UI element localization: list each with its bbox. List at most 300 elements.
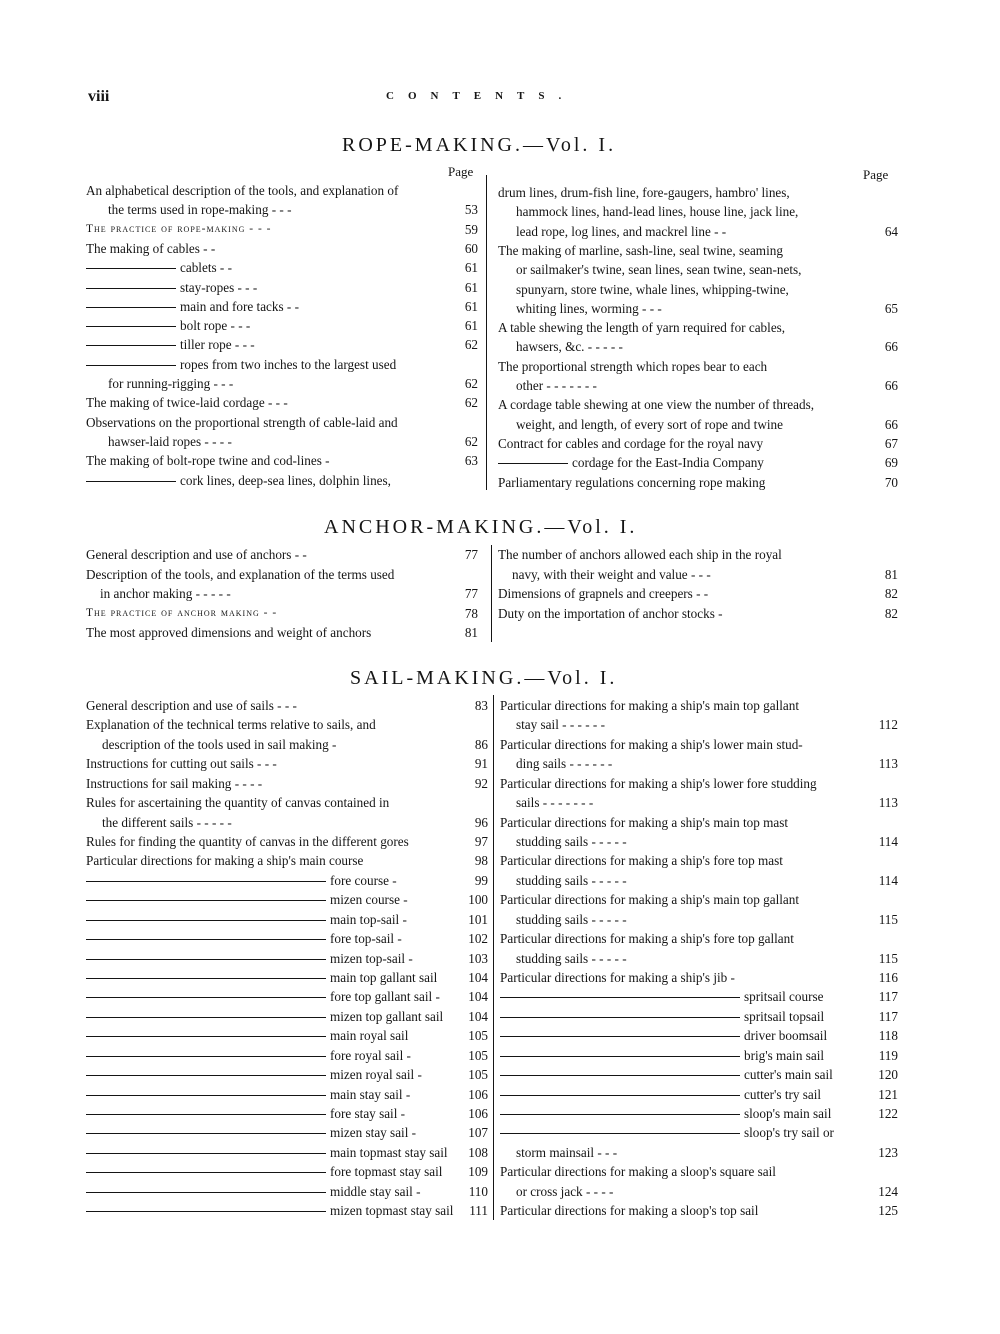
contents-entry: [86, 623, 478, 643]
page-number: 104: [468, 970, 488, 986]
page-number: 110: [468, 1183, 488, 1199]
entry-text: mizen top gallant sail: [330, 1008, 444, 1024]
contents-entry: [500, 754, 898, 774]
entry-text: Particular directions for making a ship's fore top gallant: [500, 931, 794, 947]
page-number: 62: [464, 433, 478, 449]
contents-entry: [500, 1123, 908, 1143]
page-number: 108: [468, 1144, 488, 1160]
entry-text: Observations on the proportional strength of cable-laid and: [86, 414, 398, 430]
entry-text: cablets - -: [180, 260, 232, 276]
page-number: 98: [474, 853, 488, 869]
page-number: 70: [884, 474, 898, 490]
entry-text: sails - - - - - - -: [516, 795, 594, 811]
contents-entry: [498, 584, 898, 604]
ditto-rule: [500, 1075, 740, 1076]
entry-text: Duty on the importation of anchor stocks -: [498, 605, 723, 621]
entry-text: studding sails - - - - -: [516, 834, 627, 849]
ditto-rule: [86, 1056, 326, 1057]
entry-text: The making of bolt-rope twine and cod-lines -: [86, 453, 330, 469]
ditto-rule: [86, 881, 326, 882]
entry-text: Particular directions for making a ship's main top gallant: [500, 698, 800, 713]
contents-entry: [500, 1046, 898, 1066]
ditto-rule: [86, 997, 326, 998]
page-number: 77: [464, 586, 478, 602]
entry-text: Particular directions for making a ship's main top gallant: [500, 892, 800, 908]
entry-text: mizen royal sail -: [330, 1067, 422, 1083]
entry-text: Particular directions for making a ship's fore top mast: [500, 853, 783, 869]
contents-entry: [500, 949, 898, 969]
contents-entry: [86, 471, 484, 491]
page-number: 92: [474, 775, 488, 791]
entry-text: for running-rigging - - -: [108, 376, 234, 391]
page-number: 82: [884, 586, 898, 602]
entry-text: Particular directions for making a ship's jib -: [500, 970, 735, 986]
contents-entry: [86, 1085, 488, 1105]
entry-text: spunyarn, store twine, whale lines, whipping-twine,: [516, 281, 789, 297]
entry-text: the terms used in rope-making - - -: [108, 202, 292, 218]
contents-entry: [498, 604, 898, 624]
entry-text: studding sails - - - - -: [516, 872, 627, 888]
contents-entry: [86, 374, 478, 394]
contents-entry: [498, 434, 898, 454]
entry-text: Particular directions for making a sloop's top sail: [500, 1203, 759, 1219]
contents-entry: [86, 968, 488, 988]
contents-entry: [500, 851, 908, 871]
entry-text: weight, and length, of every sort of rope and twine: [516, 416, 783, 432]
entry-text: stay-ropes - - -: [180, 279, 258, 295]
entry-text: lead rope, log lines, and mackrel line - -: [516, 223, 727, 239]
contents-entry: [86, 297, 478, 317]
page-number: 53: [464, 202, 478, 218]
page-number: 67: [884, 435, 898, 451]
contents-entry: [86, 793, 486, 813]
entry-text: whiting lines, worming - - -: [516, 300, 662, 316]
page-number: 103: [468, 950, 488, 966]
page-column-label-left: Page: [448, 164, 474, 179]
contents-entry: [86, 929, 488, 949]
entry-text: driver boomsail: [744, 1028, 828, 1044]
page-number: 113: [878, 756, 898, 772]
page-number: 60: [464, 240, 478, 256]
ditto-rule: [86, 900, 326, 901]
entry-text: or sailmaker's twine, sean lines, sean twine, sean-nets,: [516, 262, 802, 278]
contents-entry: [500, 832, 898, 852]
contents-entry: [86, 696, 488, 716]
entry-text: cutter's main sail: [744, 1067, 833, 1083]
entry-text: main topmast stay sail: [330, 1144, 448, 1160]
entry-text: Instructions for cutting out sails - - -: [86, 756, 277, 772]
entry-text: cordage for the East-India Company: [572, 455, 764, 471]
entry-text: studding sails - - - - -: [516, 911, 627, 927]
contents-entry: [500, 1201, 898, 1221]
contents-entry: [498, 183, 908, 203]
ditto-rule: [86, 1114, 326, 1115]
page-number: 91: [474, 756, 488, 772]
contents-entry: [500, 1007, 898, 1027]
ditto-rule: [86, 1075, 326, 1076]
page-number: 61: [464, 318, 478, 334]
page-number: 102: [468, 931, 488, 947]
entry-text: the different sails - - - - -: [102, 814, 232, 830]
page-number: 69: [884, 455, 898, 471]
running-title: CONTENTS.: [386, 90, 576, 102]
contents-entry: [498, 280, 908, 300]
entry-text: middle stay sail -: [330, 1183, 421, 1199]
contents-entry: [86, 1007, 488, 1027]
page-number: 66: [884, 378, 898, 393]
ditto-rule: [500, 1133, 740, 1134]
entry-text: The practice of rope-making - - -: [86, 222, 272, 235]
page-column-label-right: Page: [863, 167, 889, 182]
page-number: 112: [878, 717, 898, 733]
entry-text: spritsail topsail: [744, 1008, 825, 1024]
contents-entry: [500, 910, 898, 930]
contents-entry: [498, 545, 908, 565]
entry-text: or cross jack - - - -: [516, 1183, 614, 1199]
page-number: 114: [878, 834, 898, 849]
entry-text: mizen top-sail -: [330, 950, 413, 966]
entry-text: Explanation of the technical terms relative to sails, and: [86, 717, 376, 733]
contents-entry: [500, 715, 898, 735]
entry-text: A cordage table shewing at one view the number of threads,: [498, 397, 815, 413]
entry-text: brig's main sail: [744, 1047, 825, 1063]
entry-text: Rules for finding the quantity of canvas in the different gores: [86, 834, 409, 849]
contents-entry: [86, 1201, 488, 1221]
ditto-rule: [86, 307, 176, 308]
contents-entry: [86, 545, 478, 565]
page-number: 82: [884, 605, 898, 621]
entry-text: The making of cables - -: [86, 240, 216, 256]
page-number: 105: [468, 1067, 488, 1083]
page-number: 63: [464, 453, 478, 469]
entry-text: cutter's try sail: [744, 1086, 822, 1102]
contents-entry: [498, 318, 908, 338]
ditto-rule: [86, 978, 326, 979]
ditto-rule: [500, 1017, 740, 1018]
entry-text: fore top-sail -: [330, 931, 402, 947]
contents-entry: [86, 278, 478, 298]
page-number: 125: [878, 1203, 898, 1219]
page-number: 106: [468, 1106, 488, 1122]
ditto-rule: [86, 939, 326, 940]
contents-entry: [86, 1123, 488, 1143]
entry-text: fore topmast stay sail: [330, 1164, 443, 1180]
contents-entry: [86, 316, 478, 336]
contents-entry: [500, 1182, 898, 1202]
ditto-rule: [86, 1153, 326, 1154]
contents-entry: [500, 871, 898, 891]
entry-text: Dimensions of grapnels and creepers - -: [498, 586, 709, 602]
entry-text: mizen topmast stay sail: [330, 1203, 454, 1219]
ditto-rule: [86, 1133, 326, 1134]
page-number: 64: [884, 223, 898, 239]
contents-entry: [86, 1162, 488, 1182]
entry-text: sloop's try sail or: [744, 1125, 834, 1141]
entry-text: The number of anchors allowed each ship in the royal: [498, 547, 782, 562]
entry-text: sloop's main sail: [744, 1106, 832, 1122]
page-number: 104: [468, 989, 488, 1005]
ditto-rule: [86, 365, 176, 366]
contents-entry: [500, 890, 908, 910]
contents-entry: [86, 413, 484, 433]
contents-entry: [86, 715, 486, 735]
contents-entry: [500, 696, 908, 716]
contents-entry: [86, 1065, 488, 1085]
contents-entry: [86, 1143, 488, 1163]
contents-entry: [86, 258, 478, 278]
contents-entry: [86, 1104, 488, 1124]
page-number: 81: [464, 625, 478, 641]
page-number: 61: [464, 279, 478, 295]
contents-entry: [498, 376, 898, 396]
page-number: 104: [468, 1008, 488, 1024]
entry-text: General description and use of sails - - -: [86, 698, 297, 713]
entry-text: The proportional strength which ropes bear to each: [498, 358, 768, 374]
page-folio: viii: [88, 88, 110, 105]
page-number: 120: [878, 1067, 898, 1083]
column-divider: [491, 545, 492, 642]
entry-text: main stay sail -: [330, 1086, 411, 1102]
contents-entry: [498, 241, 908, 261]
entry-text: General description and use of anchors - -: [86, 547, 307, 562]
contents-entry: [498, 357, 908, 377]
page-number: 62: [464, 337, 478, 353]
contents-entry: [86, 949, 488, 969]
entry-text: other - - - - - - -: [516, 378, 597, 393]
section-heading-anchor-making: ANCHOR-MAKING.—Vol. I.: [324, 516, 638, 538]
contents-entry: [86, 1046, 488, 1066]
entry-text: description of the tools used in sail making -: [102, 736, 337, 752]
contents-entry: [86, 355, 484, 375]
entry-text: drum lines, drum-fish line, fore-gaugers, hambro' lines,: [498, 185, 790, 200]
contents-entry: [500, 813, 908, 833]
contents-entry: [86, 584, 478, 604]
contents-entry: [498, 337, 898, 357]
contents-entry: [500, 1065, 898, 1085]
contents-entry: [86, 813, 488, 833]
contents-entry: [498, 222, 898, 242]
contents-entry: [86, 451, 478, 471]
contents-entry: [500, 1026, 898, 1046]
ditto-rule: [86, 1192, 326, 1193]
contents-entry: [86, 871, 488, 891]
contents-entry: [86, 774, 488, 794]
page-number: 61: [464, 260, 478, 276]
page-number: 96: [474, 814, 488, 830]
page-number: 115: [878, 911, 898, 927]
page-number: 66: [884, 416, 898, 432]
contents-entry: [86, 1026, 488, 1046]
entry-text: mizen stay sail -: [330, 1125, 417, 1141]
entry-text: Instructions for sail making - - - -: [86, 775, 263, 791]
contents-entry: [86, 432, 478, 452]
contents-entry: [498, 415, 898, 435]
contents-entry: [86, 200, 478, 220]
entry-text: hammock lines, hand-lead lines, house line, jack line,: [516, 204, 799, 220]
page-number: 121: [878, 1086, 898, 1102]
entry-text: Parliamentary regulations concerning rope making: [498, 474, 766, 490]
contents-entry: [500, 1143, 898, 1163]
page-number: 107: [468, 1125, 488, 1141]
entry-text: The making of twice-laid cordage - - -: [86, 395, 288, 411]
entry-text: fore course -: [330, 872, 397, 888]
contents-entry: [500, 1104, 898, 1124]
page-number: 78: [464, 605, 478, 621]
contents-entry: [86, 910, 488, 930]
entry-text: stay sail - - - - - -: [516, 717, 605, 733]
contents-entry: [86, 832, 488, 852]
contents-entry: [500, 793, 898, 813]
contents-entry: [500, 968, 898, 988]
entry-text: An alphabetical description of the tools, and explanation of: [86, 183, 399, 198]
contents-entry: [500, 774, 908, 794]
page-number: 105: [468, 1028, 488, 1044]
entry-text: fore top gallant sail -: [330, 989, 440, 1005]
ditto-rule: [86, 326, 176, 327]
entry-text: main and fore tacks - -: [180, 298, 300, 314]
entry-text: in anchor making - - - - -: [100, 586, 231, 602]
entry-text: Rules for ascertaining the quantity of canvas contained in: [86, 795, 390, 811]
contents-entry: [86, 604, 478, 624]
entry-text: fore royal sail -: [330, 1047, 411, 1063]
page-number: 99: [474, 872, 488, 888]
contents-entry: [500, 1085, 898, 1105]
page-number: 106: [468, 1086, 488, 1102]
contents-entry: [498, 202, 908, 222]
ditto-rule: [498, 463, 568, 464]
page-number: 66: [884, 339, 898, 355]
ditto-rule: [86, 345, 176, 346]
contents-entry: [498, 395, 908, 415]
entry-text: Particular directions for making a sloop's square sail: [500, 1164, 776, 1180]
contents-entry: [86, 987, 488, 1007]
entry-text: mizen course -: [330, 892, 408, 908]
page-number: 62: [464, 395, 478, 411]
contents-entry: [86, 335, 478, 355]
page-number: 124: [878, 1183, 898, 1199]
entry-text: A table shewing the length of yarn required for cables,: [498, 320, 786, 336]
contents-entry: [86, 239, 478, 259]
page-number: 111: [469, 1203, 488, 1219]
contents-entry: [86, 220, 478, 240]
ditto-rule: [86, 959, 326, 960]
ditto-rule: [86, 268, 176, 269]
page-number: 118: [878, 1028, 898, 1044]
entry-text: Particular directions for making a ship's main top mast: [500, 814, 789, 830]
entry-text: The most approved dimensions and weight of anchors: [86, 625, 372, 641]
entry-text: storm mainsail - - -: [516, 1144, 618, 1160]
entry-text: Description of the tools, and explanation of the terms used: [86, 566, 395, 582]
entry-text: main top gallant sail: [330, 970, 438, 986]
page-number: 100: [468, 892, 488, 908]
entry-text: hawsers, &c. - - - - -: [516, 339, 623, 355]
entry-text: Particular directions for making a ship's lower fore studding: [500, 775, 817, 791]
ditto-rule: [500, 997, 740, 998]
contents-entry: [86, 565, 484, 585]
contents-entry: [498, 565, 898, 585]
ditto-rule: [86, 1095, 326, 1096]
entry-text: main top-sail -: [330, 911, 407, 927]
ditto-rule: [86, 1211, 326, 1212]
entry-text: ropes from two inches to the largest used: [180, 356, 397, 372]
page-number: 81: [884, 566, 898, 582]
contents-entry: [498, 453, 898, 473]
page-number: 105: [468, 1047, 488, 1063]
contents-entry: [498, 299, 898, 319]
ditto-rule: [86, 481, 176, 482]
contents-entry: [500, 987, 898, 1007]
page-number: 61: [464, 298, 478, 314]
page-number: 123: [878, 1144, 898, 1160]
entry-text: navy, with their weight and value - - -: [512, 566, 711, 582]
entry-text: The making of marline, sash-line, seal twine, seaming: [498, 242, 783, 258]
contents-entry: [500, 735, 908, 755]
page-number: 122: [878, 1106, 898, 1122]
entry-text: Particular directions for making a ship's lower main stud-: [500, 736, 803, 752]
ditto-rule: [86, 1017, 326, 1018]
entry-text: tiller rope - - -: [180, 337, 255, 353]
section-heading-sail-making: SAIL-MAKING.—Vol. I.: [350, 667, 618, 689]
page-number: 117: [878, 1008, 898, 1024]
page-number: 97: [474, 834, 488, 849]
page-number: 109: [468, 1164, 488, 1180]
column-divider: [493, 695, 494, 1220]
contents-entry: [86, 1182, 488, 1202]
ditto-rule: [500, 1095, 740, 1096]
entry-text: fore stay sail -: [330, 1106, 406, 1122]
entry-text: The practice of anchor making - -: [86, 606, 278, 619]
page-number: 117: [878, 989, 898, 1005]
page-number: 59: [464, 221, 478, 237]
page-number: 101: [468, 911, 488, 927]
contents-entry: [86, 851, 488, 871]
entry-text: Contract for cables and cordage for the royal navy: [498, 435, 764, 451]
entry-text: cork lines, deep-sea lines, dolphin lines,: [180, 472, 391, 488]
contents-entry: [500, 929, 908, 949]
entry-text: hawser-laid ropes - - - -: [108, 433, 232, 449]
page-number: 114: [878, 872, 898, 888]
contents-entry: [86, 181, 484, 201]
ditto-rule: [86, 288, 176, 289]
column-divider: [486, 175, 487, 490]
ditto-rule: [86, 920, 326, 921]
contents-entry: [86, 754, 488, 774]
contents-entry: [86, 393, 478, 413]
contents-entry: [498, 473, 898, 493]
entry-text: ding sails - - - - - -: [516, 756, 613, 772]
page-number: 86: [474, 736, 488, 752]
entry-text: main royal sail: [330, 1028, 409, 1044]
entry-text: spritsail course: [744, 989, 824, 1005]
page-number: 113: [878, 795, 898, 811]
ditto-rule: [86, 1172, 326, 1173]
contents-entry: [86, 890, 488, 910]
section-heading-rope-making: ROPE-MAKING.—Vol. I.: [342, 134, 617, 156]
page-number: 65: [884, 300, 898, 316]
entry-text: bolt rope - - -: [180, 318, 251, 334]
page-number: 119: [878, 1047, 898, 1063]
ditto-rule: [500, 1036, 740, 1037]
contents-entry: [86, 735, 488, 755]
ditto-rule: [86, 1036, 326, 1037]
contents-entry: [498, 260, 908, 280]
page-number: 77: [464, 547, 478, 562]
page-number: 83: [474, 698, 488, 713]
contents-entry: [500, 1162, 908, 1182]
page-number: 62: [464, 376, 478, 391]
page-number: 116: [878, 970, 898, 986]
entry-text: studding sails - - - - -: [516, 950, 627, 966]
